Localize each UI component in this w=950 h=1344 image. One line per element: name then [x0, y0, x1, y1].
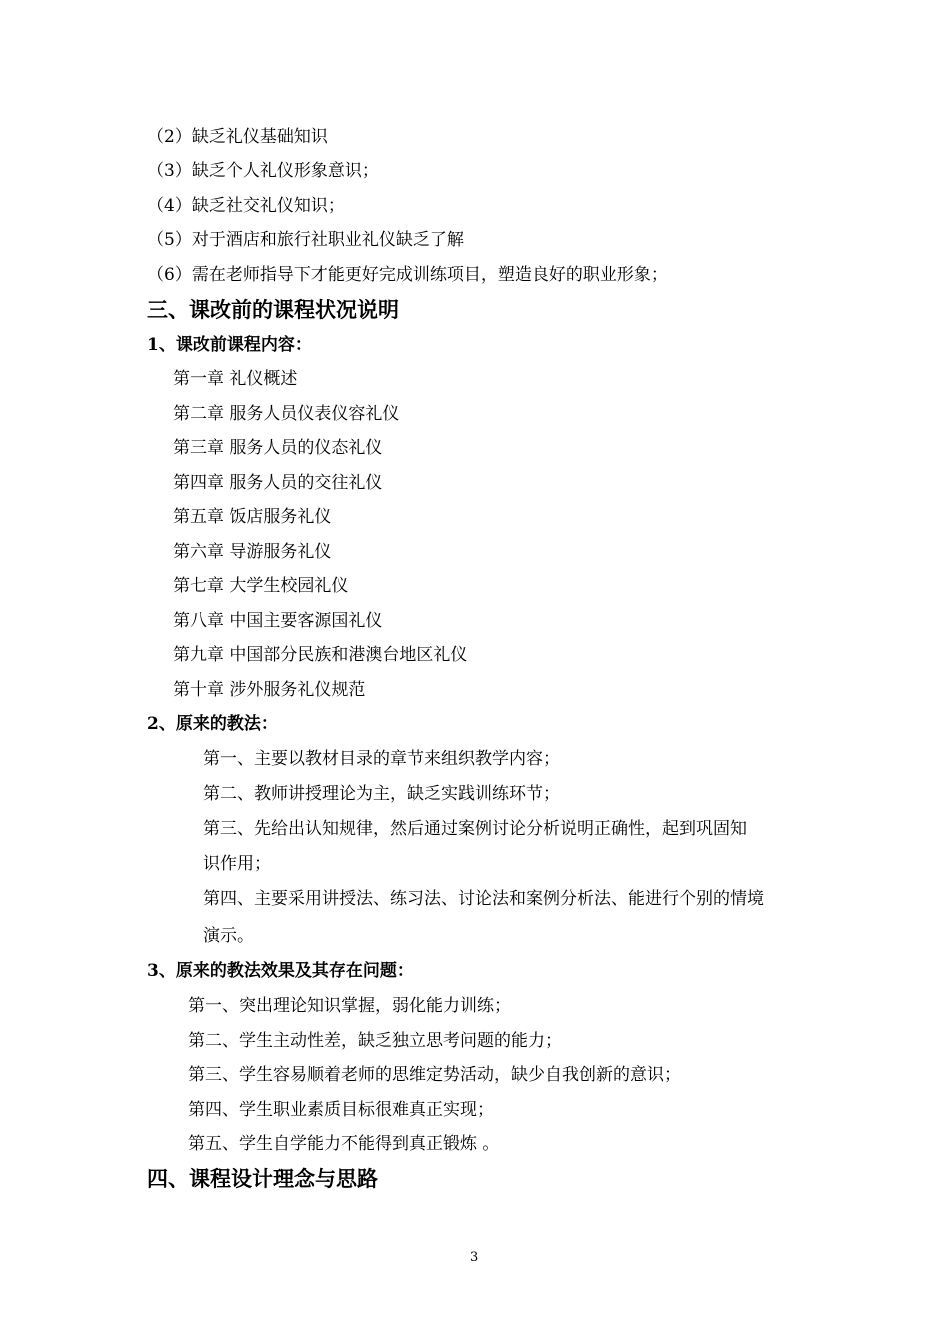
paragraph-line: 第五、学生自学能力不能得到真正锻炼 。 [188, 1134, 500, 1154]
subsection-heading: 3、原来的教法效果及其存在问题： [147, 961, 414, 981]
chapter-item: 第三章 服务人员的仪态礼仪 [173, 438, 383, 458]
paragraph-line: 第一、主要以教材目录的章节来组织教学内容； [203, 749, 560, 769]
list-item: （2）缺乏礼仪基础知识 [147, 127, 328, 147]
page-number: 3 [470, 1250, 479, 1265]
list-item: （4）缺乏社交礼仪知识； [147, 196, 345, 216]
list-item: （3）缺乏个人礼仪形象意识； [147, 161, 379, 181]
chapter-item: 第四章 服务人员的交往礼仪 [173, 473, 383, 493]
chapter-item: 第十章 涉外服务礼仪规范 [173, 680, 366, 700]
chapter-item: 第一章 礼仪概述 [173, 369, 298, 389]
subsection-heading: 2、原来的教法： [147, 714, 278, 734]
paragraph-line: 第四、主要采用讲授法、练习法、讨论法和案例分析法、能进行个别的情境 [203, 889, 764, 909]
list-item: （6）需在老师指导下才能更好完成训练项目，塑造良好的职业形象； [147, 265, 668, 285]
paragraph-line: 第三、学生容易顺着老师的思维定势活动，缺少自我创新的意识； [188, 1065, 681, 1085]
chapter-item: 第八章 中国主要客源国礼仪 [173, 611, 383, 631]
chapter-item: 第九章 中国部分民族和港澳台地区礼仪 [173, 645, 468, 665]
subsection-heading: 1、课改前课程内容： [147, 335, 312, 355]
chapter-item: 第二章 服务人员仪表仪容礼仪 [173, 404, 400, 424]
paragraph-line: 第二、教师讲授理论为主，缺乏实践训练环节； [203, 784, 560, 804]
paragraph-line: 第二、学生主动性差，缺乏独立思考问题的能力； [188, 1031, 562, 1051]
chapter-item: 第五章 饭店服务礼仪 [173, 507, 332, 527]
chapter-item: 第六章 导游服务礼仪 [173, 542, 332, 562]
list-item: （5）对于酒店和旅行社职业礼仪缺乏了解 [147, 230, 464, 250]
paragraph-line: 第一、突出理论知识掌握，弱化能力训练； [188, 996, 511, 1016]
paragraph-line: 第三、先给出认知规律，然后通过案例讨论分析说明正确性，起到巩固知 [203, 819, 747, 839]
paragraph-line: 演示。 [203, 926, 254, 946]
chapter-item: 第七章 大学生校园礼仪 [173, 576, 349, 596]
paragraph-line: 第四、学生职业素质目标很难真正实现； [188, 1100, 494, 1120]
section-heading: 四、课程设计理念与思路 [147, 1166, 378, 1191]
paragraph-line: 识作用； [203, 854, 271, 874]
section-heading: 三、课改前的课程状况说明 [147, 297, 399, 322]
